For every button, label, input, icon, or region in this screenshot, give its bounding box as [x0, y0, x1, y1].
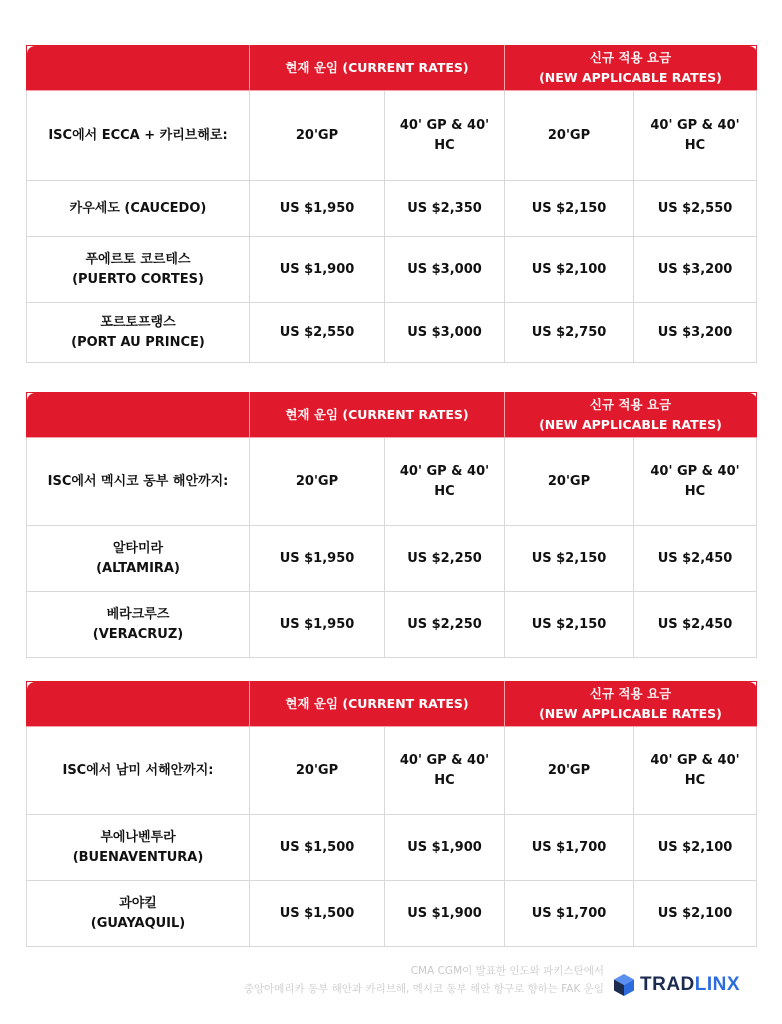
rate-cell: US $2,100 [634, 881, 757, 947]
table-row [27, 592, 757, 658]
port-name-cell [27, 592, 250, 658]
table-header-row [27, 393, 757, 438]
rate-cell: US $1,950 [250, 592, 385, 658]
rate-cell: US $1,500 [250, 881, 385, 947]
rate-cell: US $3,200 [634, 237, 757, 303]
rate-cell: US $2,550 [250, 303, 385, 363]
table-row [27, 815, 757, 881]
rate-cell: US $1,900 [250, 237, 385, 303]
route-label: ISC에서 ECCA + 카리브해로: [27, 91, 250, 181]
sub-header-20gp-new: 20'GP [505, 727, 634, 815]
rate-cell: US $2,250 [385, 526, 505, 592]
sub-header-row [27, 727, 757, 815]
table-row [27, 881, 757, 947]
port-name-kr: 부에나벤투라 [100, 829, 176, 845]
current-rates-header: 현재 운임 (CURRENT RATES) [250, 393, 505, 438]
new-rates-header [505, 393, 757, 438]
port-name-kr: 베라크루즈 [106, 606, 170, 622]
table-row [27, 303, 757, 363]
port-name-cell [27, 881, 250, 947]
sub-header-40gp-current: 40' GP & 40' HC [385, 727, 505, 815]
rate-cell: US $2,150 [505, 592, 634, 658]
cube-logo-icon [613, 973, 635, 997]
port-name-en: (VERACRUZ) [92, 626, 184, 642]
port-name-en: (ALTAMIRA) [96, 560, 180, 576]
route-label: ISC에서 멕시코 동부 해안까지: [27, 438, 250, 526]
rate-cell: US $2,100 [505, 237, 634, 303]
new-rates-header [505, 682, 757, 727]
new-rates-header-line2: (NEW APPLICABLE RATES) [539, 70, 722, 85]
rate-cell: US $2,150 [505, 526, 634, 592]
footer-caption [200, 962, 604, 998]
rate-cell: US $2,450 [634, 526, 757, 592]
sub-header-20gp-current: 20'GP [250, 91, 385, 181]
logo-wordmark [640, 974, 740, 996]
rate-cell: US $1,500 [250, 815, 385, 881]
port-name-cell [27, 815, 250, 881]
rate-cell: US $2,550 [634, 181, 757, 237]
new-rates-header-line1: 신규 적용 요금 [589, 50, 672, 65]
tradlinx-logo [613, 972, 758, 998]
logo-text-accent: LINX [694, 974, 741, 995]
logo-text-main: TRAD [640, 974, 695, 995]
rate-cell: US $1,900 [385, 815, 505, 881]
rate-cell: US $2,750 [505, 303, 634, 363]
sub-header-20gp-current: 20'GP [250, 438, 385, 526]
sub-header-40gp-current: 40' GP & 40' HC [385, 438, 505, 526]
rate-cell: US $3,200 [634, 303, 757, 363]
rate-table-south-america-west-coast [26, 681, 757, 947]
port-name-kr: 포르토프랭스 [100, 314, 176, 330]
rate-cell: US $3,000 [385, 237, 505, 303]
rate-table-mexico-east-coast [26, 392, 757, 658]
header-blank-cell [27, 682, 250, 727]
sub-header-40gp-new: 40' GP & 40' HC [634, 727, 757, 815]
sub-header-40gp-new: 40' GP & 40' HC [634, 438, 757, 526]
port-name-cell [27, 237, 250, 303]
port-name-kr: 카우세도 (CAUCEDO) [69, 200, 207, 216]
new-rates-header [505, 46, 757, 91]
table-header-row [27, 46, 757, 91]
rate-table-ecca-caribbean [26, 45, 757, 363]
rate-cell: US $2,150 [505, 181, 634, 237]
sub-header-row [27, 91, 757, 181]
sub-header-20gp-current: 20'GP [250, 727, 385, 815]
rate-cell: US $2,450 [634, 592, 757, 658]
port-name-en: (BUENAVENTURA) [72, 849, 204, 865]
sub-header-20gp-new: 20'GP [505, 91, 634, 181]
new-rates-header-line1: 신규 적용 요금 [589, 397, 672, 412]
port-name-cell [27, 526, 250, 592]
rate-cell: US $1,950 [250, 181, 385, 237]
table-row [27, 181, 757, 237]
rate-cell: US $1,700 [505, 881, 634, 947]
port-name-en: (GUAYAQUIL) [90, 915, 186, 931]
table-row [27, 237, 757, 303]
header-blank-cell [27, 46, 250, 91]
current-rates-header: 현재 운임 (CURRENT RATES) [250, 46, 505, 91]
port-name-en: (PORT AU PRINCE) [71, 334, 205, 350]
footer-line-1: CMA CGM이 발표한 인도와 파키스탄에서 [410, 965, 604, 977]
footer-line-2: 중앙아메리카 동부 해안과 카리브해, 멕시코 동부 해안 항구로 향하는 FAK 운임 [243, 983, 604, 995]
port-name-kr: 과야킬 [119, 895, 157, 911]
rate-cell: US $3,000 [385, 303, 505, 363]
rate-cell: US $2,100 [634, 815, 757, 881]
sub-header-20gp-new: 20'GP [505, 438, 634, 526]
route-label: ISC에서 남미 서해안까지: [27, 727, 250, 815]
sub-header-40gp-current: 40' GP & 40' HC [385, 91, 505, 181]
sub-header-row [27, 438, 757, 526]
rate-cell: US $1,900 [385, 881, 505, 947]
new-rates-header-line2: (NEW APPLICABLE RATES) [539, 706, 722, 721]
current-rates-header: 현재 운임 (CURRENT RATES) [250, 682, 505, 727]
rate-cell: US $2,350 [385, 181, 505, 237]
port-name-kr: 푸에르토 코르테스 [85, 251, 191, 267]
rate-cell: US $1,700 [505, 815, 634, 881]
header-blank-cell [27, 393, 250, 438]
table-row [27, 526, 757, 592]
rate-cell: US $2,250 [385, 592, 505, 658]
new-rates-header-line1: 신규 적용 요금 [589, 686, 672, 701]
rate-cell: US $1,950 [250, 526, 385, 592]
port-name-cell [27, 303, 250, 363]
port-name-en: (PUERTO CORTES) [72, 271, 204, 287]
table-header-row [27, 682, 757, 727]
sub-header-40gp-new: 40' GP & 40' HC [634, 91, 757, 181]
port-name-kr: 알타미라 [112, 540, 164, 556]
new-rates-header-line2: (NEW APPLICABLE RATES) [539, 417, 722, 432]
port-name-cell [27, 181, 250, 237]
